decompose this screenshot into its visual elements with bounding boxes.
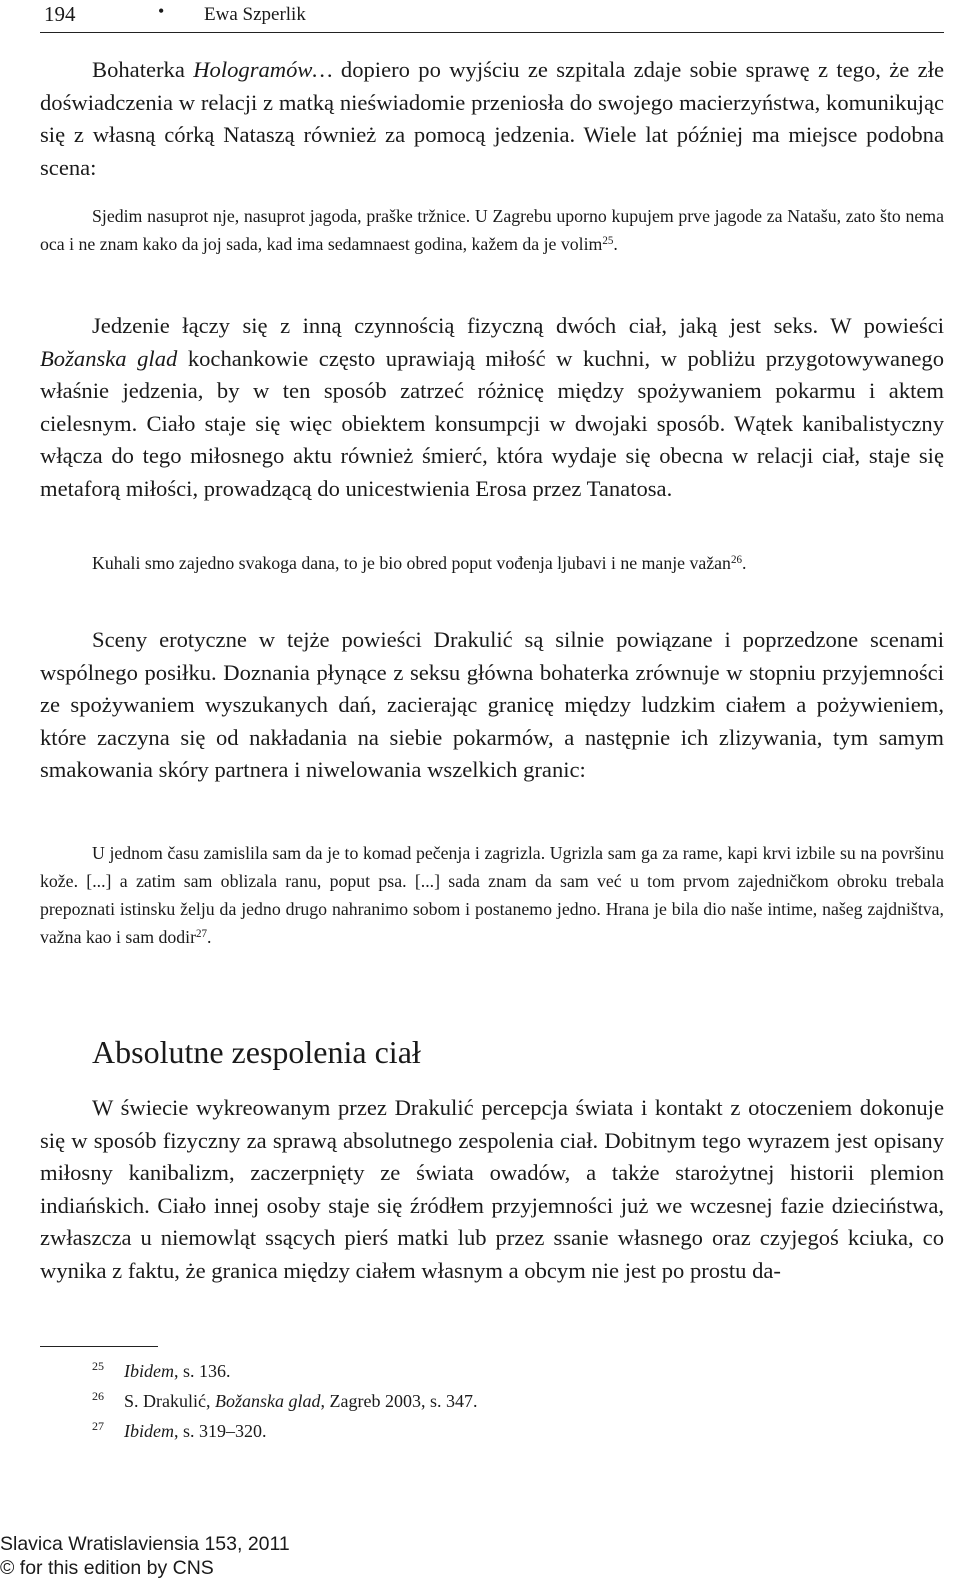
quotation-1-end: . xyxy=(613,234,618,254)
section-heading: Absolutne zespolenia ciał xyxy=(92,1034,421,1070)
paragraph-1 xyxy=(40,54,944,184)
footnote-text: S. Drakulić, xyxy=(124,1391,215,1411)
footnote-separator xyxy=(40,1346,158,1347)
footnote-text: , s. 319–320. xyxy=(173,1421,267,1441)
footnote-number: 27 xyxy=(92,1419,104,1433)
header-bullet: • xyxy=(158,1,165,21)
paragraph-1-text-b: dopiero po wyjściu ze szpitala zdaje sobie sprawę z tego, że złe doświadczenia w relacji z matką nieświadomie przeniosła do swojego macierzyństwa, komunikując się z własną córką Nataszą również za pomocą jedzenia. Wiele lat później ma miejsce podobna scena: xyxy=(40,57,944,180)
running-header xyxy=(40,0,944,33)
footnotes xyxy=(40,1356,944,1446)
quotation-2 xyxy=(40,549,746,577)
footnote-ref-27[interactable]: 27 xyxy=(196,927,208,940)
footnote-number: 25 xyxy=(92,1359,104,1373)
footnote-text: , s. 136. xyxy=(173,1361,231,1381)
quotation-2-text: Kuhali smo zajedno svakoga dana, to je bio obred poput vođenja ljubavi i ne manje važan xyxy=(92,553,731,573)
quotation-1 xyxy=(40,202,944,258)
quotation-2-end: . xyxy=(741,553,747,573)
footnote-ref-26[interactable]: 26 xyxy=(730,553,742,566)
quotation-3 xyxy=(40,839,944,951)
footnote-number: 26 xyxy=(92,1389,104,1403)
title-bozanska-glad: Božanska glad xyxy=(40,345,178,371)
quotation-3-end: . xyxy=(207,927,212,947)
footnote-italic: Ibidem xyxy=(124,1421,174,1441)
footnote-italic: Božanska glad xyxy=(214,1391,321,1411)
journal-line: Slavica Wratislaviensia 153, 2011 xyxy=(0,1533,290,1555)
quotation-1-text: Sjedim nasuprot nje, nasuprot jagoda, praške tržnice. U Zagrebu uporno kupujem prve jagode za Natašu, zato što nema oca i ne znam kako da joj sada, kad ima sedamnaest godina, kažem da je volim xyxy=(40,206,944,254)
paragraph-3: Sceny erotyczne w tejże powieści Drakulić są silnie powiązane i poprzedzone scenami wspólnego posiłku. Doznania płynące z seksu główna bohaterka zrównuje w stopniu przyjemności ze spożywaniem wyszukanych dań, zacierając granicę między ludzkim ciałem a pożywieniem, które zaczyna się od nakładania na siebie pokarmów, a następnie ich zlizywania, tym samym smakowania skóry partnera i niwelowania wszelkich granic: xyxy=(40,627,944,782)
paragraph-1-text-a: Bohaterka xyxy=(92,57,194,82)
paragraph-2-text-a: Jedzenie łączy się z inną czynnością fizyczną dwóch ciał, jaką jest seks. W powieści xyxy=(92,313,944,338)
footnote-26 xyxy=(40,1386,944,1416)
footnote-27 xyxy=(40,1416,944,1446)
quotation-3-text: U jednom času zamislila sam da je to komad pečenja i zagrizla. Ugrizla sam ga za rame, kapi krvi izbile su na površinu kože. [...] a zatim sam oblizala ranu, poput psa. [...] sada znam da sam već u tom prvom zajedničkom obroku trebala prepoznati istinsku želju da jedno drugo nahranimo sobom i postanemo jedno. Hrana je bila dio naše intime, našeg zajdništva, važna kao i sam dodir xyxy=(40,843,944,947)
title-hologramow: Hologramów… xyxy=(193,57,333,82)
footnote-25 xyxy=(40,1356,944,1386)
footnote-ref-25[interactable]: 25 xyxy=(602,234,614,247)
copyright-line: © for this edition by CNS xyxy=(0,1557,214,1579)
paragraph-2 xyxy=(40,310,944,505)
footnote-text: , Zagreb 2003, s. 347. xyxy=(320,1391,478,1411)
header-author: Ewa Szperlik xyxy=(204,4,306,25)
paragraph-4: W świecie wykreowanym przez Drakulić percepcja świata i kontakt z otoczeniem dokonuje się w sposób fizyczny za sprawą absolutnego zespolenia ciał. Dobitnym tego wyrazem jest opisany miłosny kanibalizm, zaczerpnięty ze świata owadów, a także starożytnej historii plemion indiańskich. Ciało innej osoby staje się źródłem przyjemności już we wczesnej fazie dzieciństwa, zwłaszcza u niemowląt ssących pierś matki lub przez ssanie własnego oraz czyjegoś kciuka, co wynika z faktu, że granica między ciałem własnym a obcym nie jest po prostu da- xyxy=(40,1095,944,1283)
footnote-italic: Ibidem xyxy=(124,1361,174,1381)
publication-footer xyxy=(0,1532,290,1580)
paragraph-2-text-b: kochankowie często uprawiają miłość w kuchni, w pobliżu przygotowywanego właśnie jedzenia, by w ten sposób zatrzeć różnicę między spożywaniem pokarmu i aktem cielesnym. Ciało staje się więc obiektem konsumpcji w dwojaki sposób. Wątek kanibalistyczny włącza do tego miłosnego aktu również śmierć, która wydaje się obecna w relacji ciał, staje się metaforą miłości, prowadzącą do unicestwienia Erosa przez Tanatosa. xyxy=(40,345,944,501)
page-number: 194 xyxy=(44,2,76,26)
